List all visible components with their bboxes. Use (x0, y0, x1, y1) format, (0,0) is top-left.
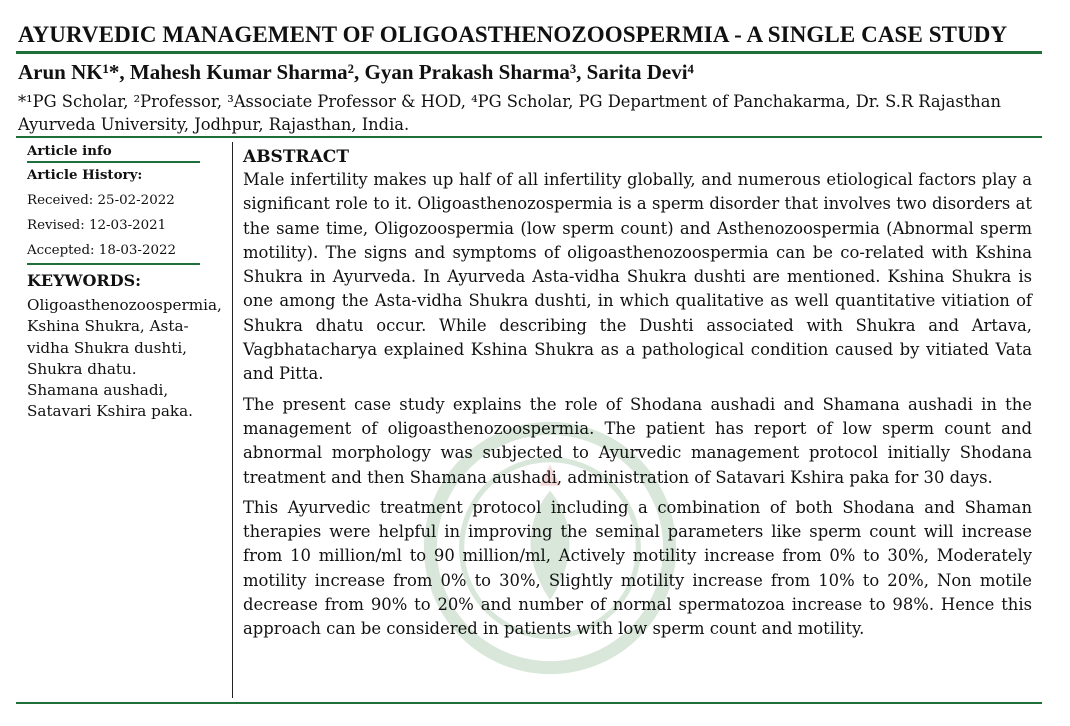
article-info-heading: Article info (27, 143, 112, 159)
keywords-heading: KEYWORDS: (27, 271, 142, 290)
received-date: Received: 25-02-2022 (27, 193, 175, 208)
abstract-paragraph-1: Male infertility makes up half of all infertility globally, and numerous etiological factors play a significant role to it. Oligoasthenozospermia is a sperm disorder that involves two disorders at the same time, Oligozoospermia (low sperm count) and Asthenozoospermia (Abnormal sperm motility). The signs and symptoms of oligoasthenozoospermia can be co-related with Kshina Shukra in Ayurveda. In Ayurveda Asta-vidha Shukra dushti are mentioned. Kshina Shukra is one among the Asta-vidha Shukra dushti, in which qualitative as well quantitative vitiation of Shukra dhatu occur. While describing the Dushti associated with Shukra and Artava, Vagbhatacharya explained Kshina Shukra as a pathological condition caused by vitiated Vata and Pitta. (243, 170, 1032, 384)
abstract-paragraph-3: This Ayurvedic treatment protocol including a combination of both Shodana and Shaman therapies were helpful in improving the seminal parameters like sperm count will increase from 10 million/ml to 90 million/ml, Actively motility increase from 0% to 30%, Moderately motility increase from 0% to 30%, Slightly motility increase from 10% to 20%, Non motile decrease from 90% to 20% and number of normal spermatozoa increase to 98%. Hence this approach can be considered in patients with low sperm count and motility. (243, 497, 1032, 639)
column-divider (232, 142, 233, 698)
article-info-panel (27, 142, 222, 423)
affiliation: *¹PG Scholar, ²Professor, ³Associate Professor & HOD, ⁴PG Scholar, PG Department of Panchakarma, Dr. S.R Rajasthan Ayurveda University, Jodhpur, Rajasthan, India. (18, 92, 1001, 134)
footer-divider (16, 702, 1042, 704)
header-divider (16, 136, 1042, 138)
author-list: Arun NK¹*, Mahesh Kumar Sharma², Gyan Prakash Sharma³, Sarita Devi⁴ (18, 60, 694, 84)
abstract-heading: ABSTRACT (243, 147, 349, 167)
title-divider (16, 51, 1042, 54)
abstract-paragraph-2: The present case study explains the role of Shodana aushadi and Shamana aushadi in the management of oligoasthenozoospermia. The patient has report of low sperm count and abnormal morphology was subjected to Ayurvedic management protocol initially Shodana treatment and then Shamana aushadi, administration of Satavari Kshira paka for 30 days. (243, 394, 1032, 487)
article-title: AYURVEDIC MANAGEMENT OF OLIGOASTHENOZOOSPERMIA - A SINGLE CASE STUDY (18, 22, 1008, 47)
revised-date: Revised: 12-03-2021 (27, 218, 167, 233)
keywords-divider (27, 263, 200, 265)
article-history-label: Article History: (27, 167, 143, 183)
abstract-section (243, 146, 1032, 648)
keywords-list: Oligoasthenozoospermia, Kshina Shukra, Asta-vidha Shukra dushti, Shukra dhatu. Shamana aushadi, Satavari Kshira paka. (27, 296, 222, 421)
accepted-date: Accepted: 18-03-2022 (27, 243, 177, 258)
